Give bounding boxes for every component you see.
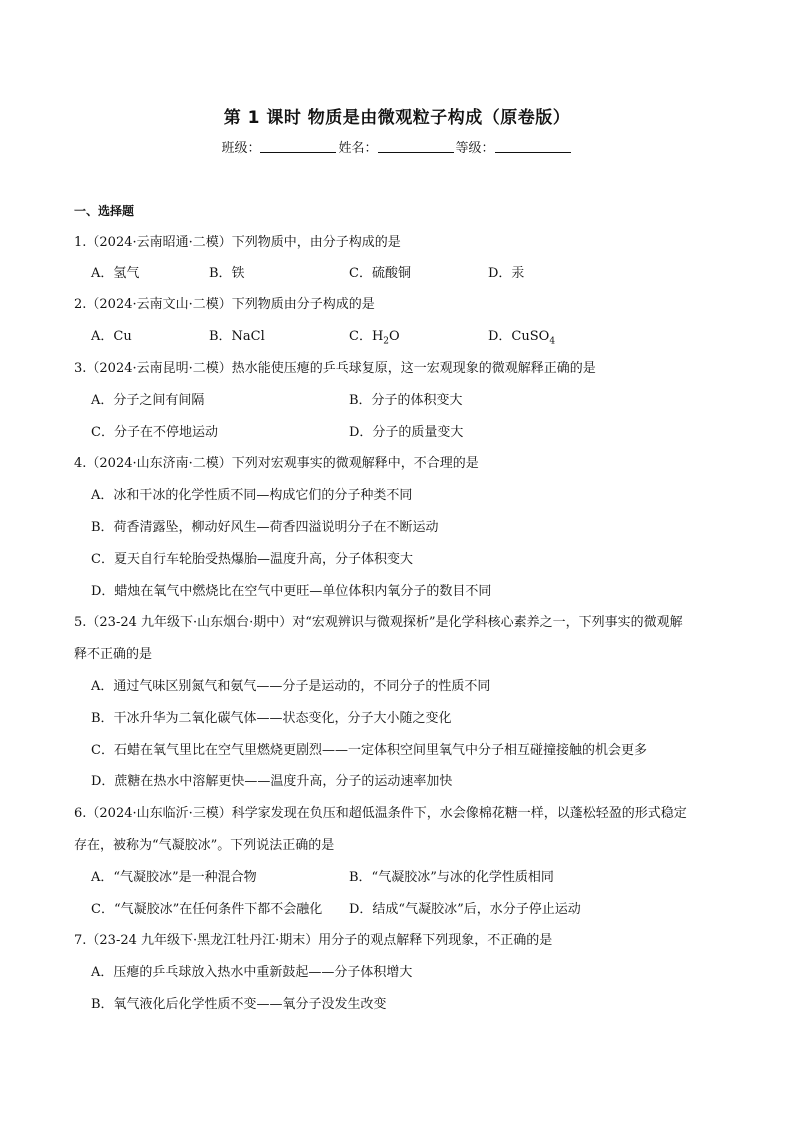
question-6-option-b: B．“气凝胶冰”与冰的化学性质相同 xyxy=(349,870,554,885)
question-3-option-c: C．分子在不停地运动 xyxy=(91,425,218,440)
name-label: 姓名： xyxy=(338,141,378,156)
question-1-option-c: C．硫酸铜 xyxy=(349,266,411,281)
question-4-option-b: B．荷香清露坠，柳动好风生—荷香四溢说明分子在不断运动 xyxy=(91,520,439,535)
question-5-option-c: C．石蜡在氧气里比在空气里燃烧更剧烈——一定体积空间里氧气中分子相互碰撞接触的机会更多 xyxy=(91,743,647,758)
question-2-option-c-text: C．H xyxy=(349,329,384,344)
question-5-stem-line-1: 5.（23-24 九年级下·山东烟台·期中）对“宏观辨识与微观探析”是化学科核心素养之一，下列事实的微观解 xyxy=(74,615,683,630)
question-4-option-c: C．夏天自行车轮胎受热爆胎—温度升高，分子体积变大 xyxy=(91,552,413,567)
question-1-option-a: A．氢气 xyxy=(91,266,140,281)
question-6-stem-line-2: 存在，被称为“气凝胶冰”。下列说法正确的是 xyxy=(74,838,335,853)
section-title: 一、选择题 xyxy=(74,204,135,218)
question-5-option-d: D．蔗糖在热水中溶解更快——温度升高，分子的运动速率加快 xyxy=(91,774,453,789)
question-5-option-a: A．通过气味区别氮气和氨气——分子是运动的，不同分子的性质不同 xyxy=(91,679,491,694)
question-1-option-b: B．铁 xyxy=(209,266,245,281)
question-3-stem: 3.（2024·云南昆明·二模）热水能使压瘪的乒乓球复原，这一宏观现象的微观解释正确的是 xyxy=(74,361,596,376)
question-3-option-d: D．分子的质量变大 xyxy=(349,425,464,440)
question-2-option-d xyxy=(488,325,555,347)
question-2-option-b: B．NaCl xyxy=(209,329,265,344)
question-6-option-a: A．“气凝胶冰”是一种混合物 xyxy=(91,870,257,885)
question-6-option-d: D．结成“气凝胶冰”后，水分子停止运动 xyxy=(349,902,581,917)
question-6-option-c: C．“气凝胶冰”在任何条件下都不会融化 xyxy=(91,902,323,917)
subscript-4: 4 xyxy=(549,336,556,347)
grade-label: 等级： xyxy=(455,141,495,156)
question-4-stem: 4.（2024·山东济南·二模）下列对宏观事实的微观解释中，不合理的是 xyxy=(74,456,479,471)
question-7-option-b: B．氧气液化后化学性质不变——氧分子没发生改变 xyxy=(91,997,387,1012)
question-4-option-a: A．冰和干冰的化学性质不同—构成它们的分子种类不同 xyxy=(91,488,413,503)
question-3-option-b: B．分子的体积变大 xyxy=(349,393,463,408)
class-blank xyxy=(260,140,336,153)
question-2-stem: 2.（2024·云南文山·二模）下列物质由分子构成的是 xyxy=(74,297,375,312)
class-label: 班级： xyxy=(221,141,261,156)
question-2-option-d-text: D．CuSO xyxy=(488,329,550,344)
question-3-option-a: A．分子之间有间隔 xyxy=(91,393,205,408)
question-2-option-c-tail: O xyxy=(389,329,400,344)
question-7-stem: 7.（23-24 九年级下·黑龙江牡丹江·期末）用分子的观点解释下列现象，不正确的是 xyxy=(74,933,553,948)
grade-blank xyxy=(495,140,571,153)
question-1-option-d: D．汞 xyxy=(488,266,525,281)
subscript-2: 2 xyxy=(383,336,390,347)
student-info-line xyxy=(0,137,794,156)
name-blank xyxy=(378,140,454,153)
page-title: 第 1 课时 物质是由微观粒子构成（原卷版） xyxy=(223,108,571,128)
question-2-option-a: A．Cu xyxy=(91,329,132,344)
question-5-option-b: B．干冰升华为二氧化碳气体——状态变化，分子大小随之变化 xyxy=(91,711,452,726)
question-5-stem-line-2: 释不正确的是 xyxy=(74,647,153,662)
question-4-option-d: D．蜡烛在氧气中燃烧比在空气中更旺—单位体积内氧分子的数目不同 xyxy=(91,584,492,599)
question-2-option-c xyxy=(349,325,400,347)
question-1-stem: 1.（2024·云南昭通·二模）下列物质中，由分子构成的是 xyxy=(74,235,401,250)
question-7-option-a: A．压瘪的乒乓球放入热水中重新鼓起——分子体积增大 xyxy=(91,965,413,980)
question-6-stem-line-1: 6.（2024·山东临沂·三模）科学家发现在负压和超低温条件下，水会像棉花糖一样，以蓬松轻盈的形式稳定 xyxy=(74,806,687,821)
